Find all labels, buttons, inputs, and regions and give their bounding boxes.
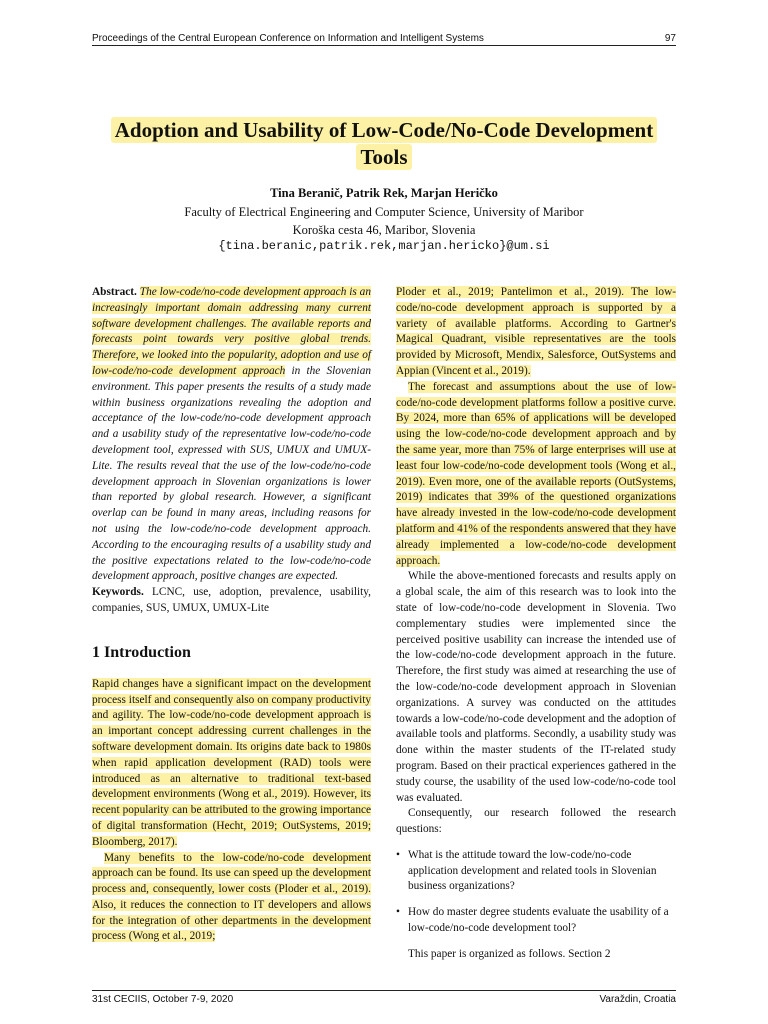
intro-paragraph-5: Consequently, our research followed the research questions:	[396, 807, 676, 836]
intro-paragraph-2-continued	[396, 285, 676, 380]
title-line-2: Tools	[356, 144, 411, 170]
running-footer-location: Varaždin, Croatia	[599, 994, 676, 1005]
abstract	[92, 285, 371, 585]
research-questions	[396, 848, 676, 937]
abstract-text: in the Slovenian environment. This paper presents the results of a study made within business organizations revealing the adoption and acceptance of the low-code/no-code development approach and a usability study of the representative low-code/no-code development tool, expressed with SUS, UMUX and UMUX-Lite. The results reveal that the use of the low-code/no-code development approach in Slovenian organizations is lower than reported by global research. However, a significant overlap can be found in many areas, including reasons for not using the low-code/no-code development approach. According to the encouraging results of a usability study and the positive expectations related to the low-code/no-code development approach, positive changes are expected.	[92, 364, 371, 583]
intro-paragraph-3	[396, 380, 676, 570]
intro-paragraph-2-text: Many benefits to the low-code/no-code development approach can be found. Its use can speed up the development process and, consequently, lower costs (Ploder et al., 2019). Also, it reduces the connection to IT developers and allows for the integration of other departments in the development process (Wong et al., 2019;	[92, 851, 371, 943]
list-item: • What is the attitude toward the low-code/no-code application development and related tools in Slovenian business organizations?	[396, 848, 676, 895]
intro-paragraph-4: While the above-mentioned forecasts and results apply on a global scale, the aim of this research was to look into the state of low-code/no-code development in Slovenia. Two complementary studies were implemented since the perceived positive usability can increase the intended use of the low-code/no-code development approach in the future. Therefore, the first study was aimed at researching the use of the low-code/no-code development approach in Slovenian organizations. A survey was conducted on the attitudes towards a low-code/no-code development and the adoption of available tools and platforms. Secondly, a usability study was done within the master students of the IT-related study program. Based on their practical experiences gathered in the study course, the usability of the used low-code/no-code tool was evaluated.	[396, 570, 676, 804]
author-emails: {tina.beranic,patrik.rek,marjan.hericko}@um.si	[218, 239, 550, 253]
header-rule	[92, 45, 676, 46]
intro-paragraph-2-continued-text: Ploder et al., 2019; Pantelimon et al., 2019). The low-code/no-code development approach is supported by a variety of available platforms. According to Gartner's Magical Quadrant, visible representatives are the tools provided by Microsoft, Mendix, Salesforce, OutSystems and Appian (Vincent et al., 2019).	[396, 286, 676, 377]
affiliation: Faculty of Electrical Engineering and Computer Science, University of Maribor	[184, 205, 584, 219]
authors: Tina Beranič, Patrik Rek, Marjan Heričko	[270, 186, 498, 200]
section-heading: 1 Introduction	[92, 643, 191, 661]
keywords-text: LCNC, use, adoption, prevalence, usability, companies, SUS, UMUX, UMUX-Lite	[92, 586, 371, 614]
title-line-1: Adoption and Usability of Low-Code/No-Code Development	[111, 117, 657, 143]
intro-paragraph-1-text: Rapid changes have a significant impact on the development process itself and consequently also on company productivity and agility. The low-code/no-code development approach is an important concept addressing current challenges in the software development domain. Its origins date back to 1980s when rapid application development (RAD) tools were introduced as an alternative to traditional text-based development environments (Wong et al., 2019). However, its recent popularity can be attributed to the growing importance of digital transformation (Hecht, 2019; OutSystems, 2019; Bloomberg, 2017).	[92, 677, 371, 848]
intro-paragraph-2	[92, 851, 371, 946]
intro-paragraph-1	[92, 677, 371, 851]
footer-rule	[92, 990, 676, 991]
keywords-label: Keywords.	[92, 586, 144, 599]
page-number: 97	[664, 33, 676, 44]
left-column	[92, 285, 371, 945]
abstract-label: Abstract.	[92, 286, 137, 298]
intro-paragraph-3-text: The forecast and assumptions about the use of low-code/no-code development platforms follow a positive curve. By 2024, more than 65% of applications will be developed using the low-code/no-code development approach and by the same year, more than 75% of large enterprises will use at least four low-code/no-code development tools (Wong et al., 2019). Even more, one of the available reports (OutSystems, 2019) indicates that 39% of the questioned organizations have already invested in the low-code/no-code development platform and 41% of the respondents answered that they have already implemented a low-code/no-code development approach.	[396, 380, 676, 567]
intro-paragraph-6: This paper is organized as follows. Section 2	[408, 947, 611, 960]
abstract-highlighted-text: The low-code/no-code development approach is an increasingly important domain addressing many current software development challenges. The available reports and forecasts point towards very positive global trends. Therefore, we looked into the popularity, adoption and use of low-code/no-code development approach	[92, 286, 371, 377]
right-column	[396, 285, 676, 963]
keywords	[92, 585, 371, 617]
address: Koroška cesta 46, Maribor, Slovenia	[292, 223, 476, 237]
running-header: Proceedings of the Central European Conference on Information and Intelligent Systems	[92, 33, 484, 44]
list-item: • How do master degree students evaluate the usability of a low-code/no-code development tool?	[396, 905, 676, 937]
running-footer-conference: 31st CECIIS, October 7-9, 2020	[92, 994, 234, 1005]
paper-title	[92, 117, 676, 171]
